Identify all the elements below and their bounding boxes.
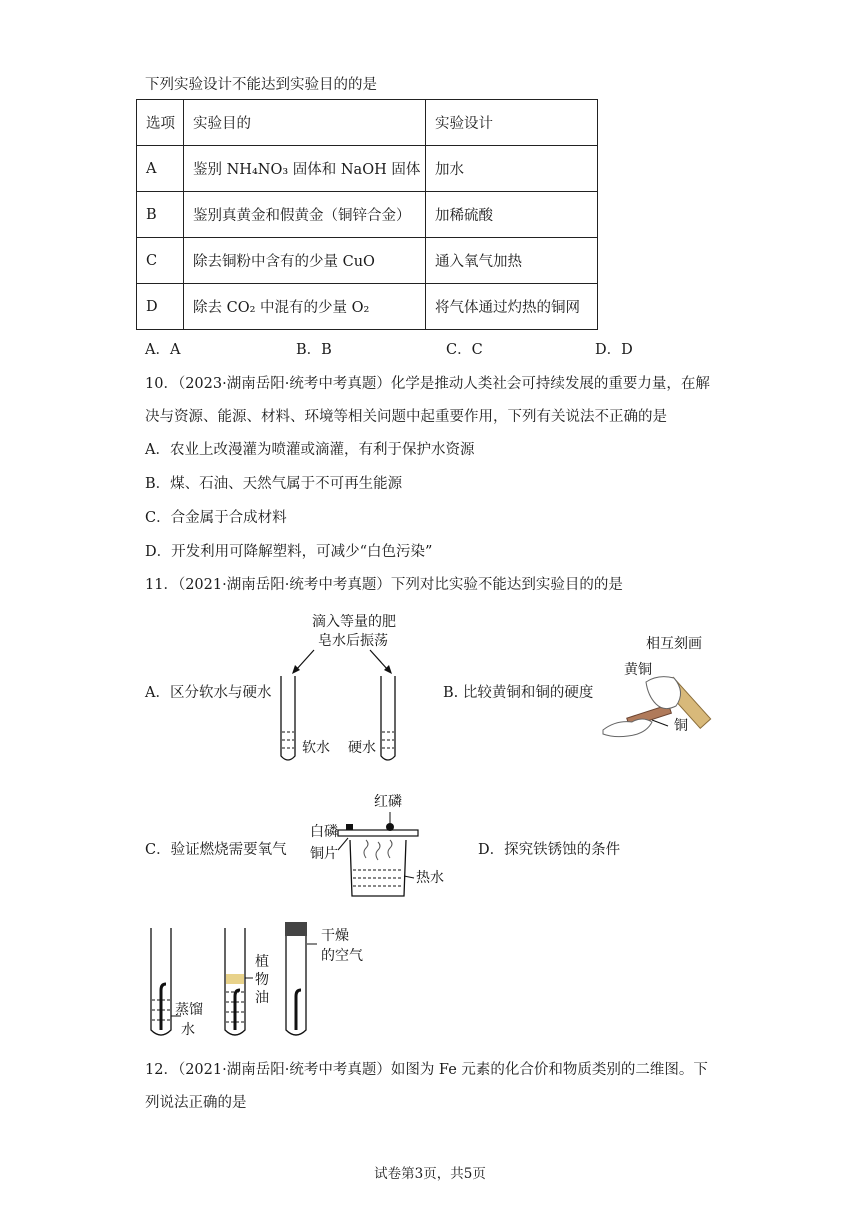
fig-d-label-air2: 的空气 [321, 948, 363, 964]
copper-sheet-icon [338, 830, 418, 836]
fig-d-label-water1: 蒸馏 [175, 1002, 203, 1018]
q10-option-a: A．农业上改漫灌为喷灌或滴灌，有利于保护水资源 [145, 442, 475, 458]
table-cell: 除去 CO₂ 中混有的少量 O₂ [184, 284, 426, 330]
fig-c-label-red-p: 红磷 [374, 794, 402, 810]
q11-option-d: D．探究铁锈蚀的条件 [478, 842, 621, 858]
q10-option-b: B．煤、石油、天然气属于不可再生能源 [145, 476, 403, 492]
beaker-icon [350, 840, 406, 896]
q11-option-a: A．区分软水与硬水 [145, 685, 272, 701]
fig-a-label-soft: 软水 [302, 740, 330, 756]
fig-a-arrow-right [370, 650, 388, 670]
q11-stem: 11．（2021·湖南岳阳·统考中考真题）下列对比实验不能达到实验目的的是 [145, 577, 623, 593]
stopper-icon [285, 922, 307, 936]
q10-option-c: C．合金属于合成材料 [145, 510, 287, 526]
page-footer: 试卷第3页，共5页 [374, 1166, 486, 1182]
q11-option-b: B. 比较黄铜和铜的硬度 [443, 685, 594, 701]
vegetable-oil-layer [226, 974, 244, 984]
steam-icon-3 [388, 840, 392, 858]
fig-d-label-air1: 干燥 [321, 928, 349, 944]
fig-d-label-oil2: 物 [255, 972, 269, 988]
table-cell: 加稀硫酸 [426, 192, 598, 238]
table-row [137, 238, 598, 284]
fig-c-leader-copper [338, 838, 348, 850]
q9-stem: 下列实验设计不能达到实验目的的是 [145, 77, 377, 93]
fig-d-label-oil1: 植 [255, 954, 269, 970]
fig-a-label-top2: 皂水后振荡 [318, 633, 388, 649]
table-cell: A [137, 146, 184, 192]
fig-b-label-brass: 黄铜 [624, 662, 652, 678]
fig-d-label-oil3: 油 [255, 990, 269, 1006]
fig-a-tube-left [281, 676, 295, 760]
q9-option-b: B．B [296, 342, 332, 358]
table-cell: C [137, 238, 184, 284]
table-cell: 除去铜粉中含有的少量 CuO [184, 238, 426, 284]
red-phosphorus-icon [386, 823, 394, 831]
table-cell: B [137, 192, 184, 238]
table-cell: D [137, 284, 184, 330]
q12-stem-line2: 列说法正确的是 [145, 1095, 247, 1111]
q9-option-c: C．C [446, 342, 483, 358]
q9-table [136, 99, 598, 330]
fig-a-label-top1: 滴入等量的肥 [312, 614, 396, 630]
fig-c-label-hot-water: 热水 [416, 870, 444, 886]
iron-nail-icon-3 [296, 990, 301, 1030]
figure-brass-copper [598, 630, 728, 745]
figure-soft-hard-water [262, 606, 422, 768]
q10-stem-line1: 10．（2023·湖南岳阳·统考中考真题）化学是推动人类社会可持续发展的重要力量，在解 [145, 376, 710, 392]
table-row [137, 192, 598, 238]
steam-icon [364, 840, 368, 858]
hand-right-icon [646, 677, 681, 709]
table-row [137, 146, 598, 192]
table-header-cell: 实验目的 [184, 100, 426, 146]
table-header-cell: 实验设计 [426, 100, 598, 146]
table-row [137, 284, 598, 330]
q10-option-d: D．开发利用可降解塑料，可减少“白色污染” [145, 544, 433, 560]
fig-c-label-white-p: 白磷 [310, 824, 338, 840]
table-cell: 通入氧气加热 [426, 238, 598, 284]
q9-option-d: D．D [595, 342, 633, 358]
table-cell: 鉴别真黄金和假黄金（铜锌合金） [184, 192, 426, 238]
table-header-cell: 选项 [137, 100, 184, 146]
table-cell: 将气体通过灼热的铜网 [426, 284, 598, 330]
iron-nail-icon-2 [235, 990, 240, 1030]
table-header-row [137, 100, 598, 146]
fig-a-tube-right [381, 676, 395, 760]
table-cell: 加水 [426, 146, 598, 192]
figure-combustion [308, 786, 458, 904]
fig-d-label-water2: 水 [181, 1022, 195, 1038]
fig-a-label-hard: 硬水 [348, 740, 376, 756]
figure-iron-rust [145, 918, 405, 1050]
table-cell: 鉴别 NH₄NO₃ 固体和 NaOH 固体 [184, 146, 426, 192]
fig-b-label-title: 相互刻画 [646, 636, 702, 652]
fig-c-leader-water [404, 876, 414, 878]
q11-option-c: C．验证燃烧需要氧气 [145, 842, 287, 858]
hand-left-icon [603, 719, 652, 737]
q9-option-a: A．A [145, 342, 181, 358]
fig-b-label-copper: 铜 [674, 718, 688, 734]
q12-stem-line1: 12．（2021·湖南岳阳·统考中考真题）如图为 Fe 元素的化合价和物质类别的二维图。下 [145, 1062, 708, 1078]
q10-stem-line2: 决与资源、能源、材料、环境等相关问题中起重要作用，下列有关说法不正确的是 [145, 409, 667, 425]
fig-b-leader-copper [652, 720, 668, 726]
fig-a-arrow-left [296, 650, 314, 670]
iron-nail-icon [161, 984, 166, 1030]
white-phosphorus-icon [346, 824, 353, 830]
steam-icon-2 [376, 842, 380, 860]
fig-c-label-copper-sheet: 铜片 [310, 846, 338, 862]
